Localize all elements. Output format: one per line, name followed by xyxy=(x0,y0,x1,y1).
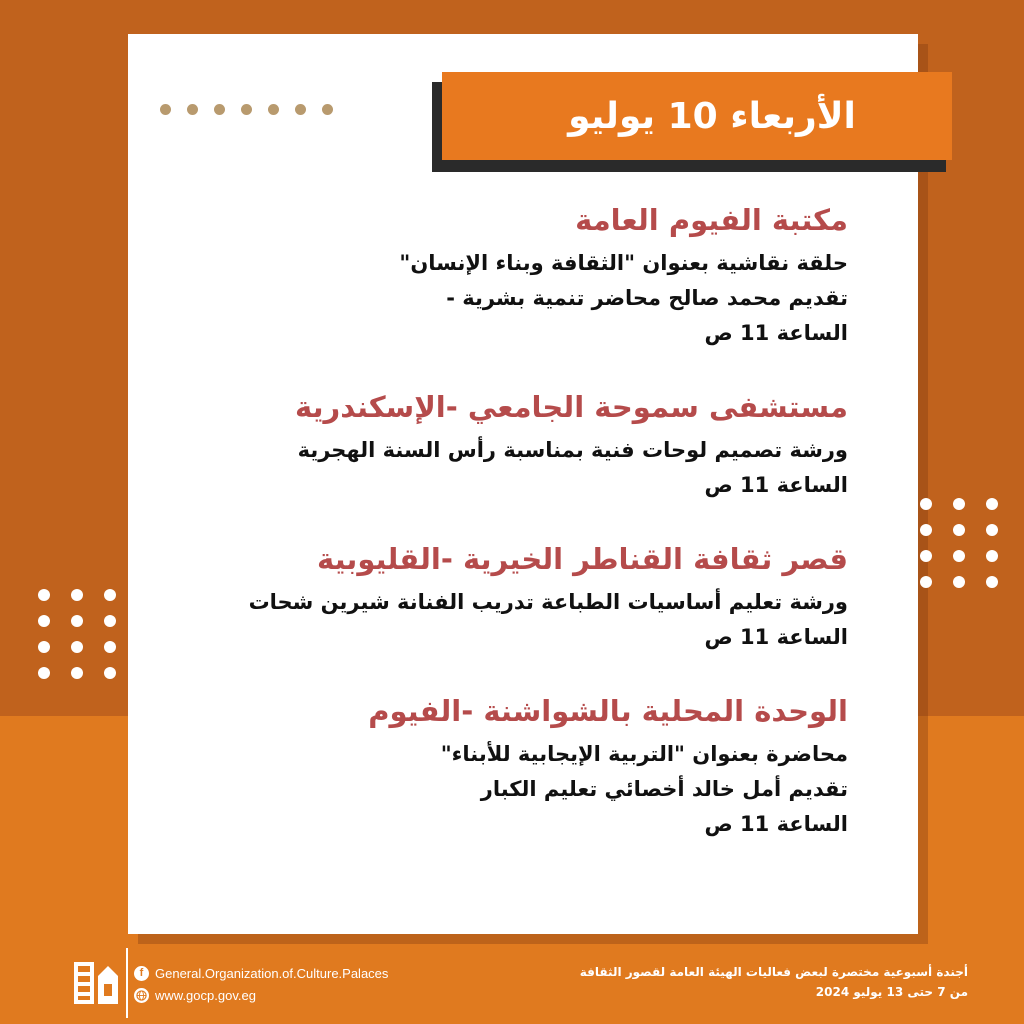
date-banner xyxy=(442,72,952,160)
event-description: ورشة تصميم لوحات فنية بمناسبة رأس السنة الهجرية xyxy=(297,438,848,462)
agenda-line-1: أجندة أسبوعية مختصرة لبعض فعاليات الهيئة العامة لقصور الثقافة xyxy=(579,965,968,979)
event-presenter: تقديم أمل خالد أخصائي تعليم الكبار xyxy=(480,777,848,801)
event-description: حلقة نقاشية بعنوان "الثقافة وبناء الإنسان" xyxy=(399,251,848,275)
date-title: الأربعاء 10 يوليو xyxy=(568,95,856,137)
event-description: ورشة تعليم أساسيات الطباعة تدريب الفنانة شيرين شحات xyxy=(248,590,848,614)
event-venue: مستشفى سموحة الجامعي -الإسكندرية xyxy=(295,390,848,424)
agenda-caption xyxy=(568,962,968,1002)
facebook-icon: f xyxy=(134,966,149,981)
event-item xyxy=(208,387,848,503)
decorative-dot-grid-right xyxy=(920,498,998,588)
facebook-link[interactable] xyxy=(134,962,388,984)
gocp-logo xyxy=(72,958,120,1008)
event-item xyxy=(208,200,848,351)
event-time: الساعة 11 ص xyxy=(704,812,848,836)
website-link[interactable] xyxy=(134,984,388,1006)
event-presenter: تقديم محمد صالح محاضر تنمية بشرية - xyxy=(446,286,848,310)
event-item xyxy=(208,691,848,842)
events-list xyxy=(208,200,848,878)
event-time: الساعة 11 ص xyxy=(704,473,848,497)
social-links xyxy=(134,962,388,1006)
event-venue: قصر ثقافة القناطر الخيرية -القليوبية xyxy=(317,542,848,576)
decorative-dot-grid-left xyxy=(38,589,116,679)
decorative-dots-row xyxy=(160,104,333,115)
event-time: الساعة 11 ص xyxy=(704,321,848,345)
website-label: www.gocp.gov.eg xyxy=(155,987,256,1003)
facebook-label: General.Organization.of.Culture.Palaces xyxy=(155,965,389,981)
event-venue: مكتبة الفيوم العامة xyxy=(575,203,848,237)
event-description: محاضرة بعنوان "التربية الإيجابية للأبناء" xyxy=(440,742,848,766)
event-venue: الوحدة المحلية بالشواشنة -الفيوم xyxy=(368,694,848,728)
agenda-line-2: من 7 حتى 13 يوليو 2024 xyxy=(815,985,968,999)
event-item xyxy=(208,539,848,655)
event-time: الساعة 11 ص xyxy=(704,625,848,649)
footer-divider xyxy=(126,948,128,1018)
globe-icon xyxy=(134,988,149,1003)
